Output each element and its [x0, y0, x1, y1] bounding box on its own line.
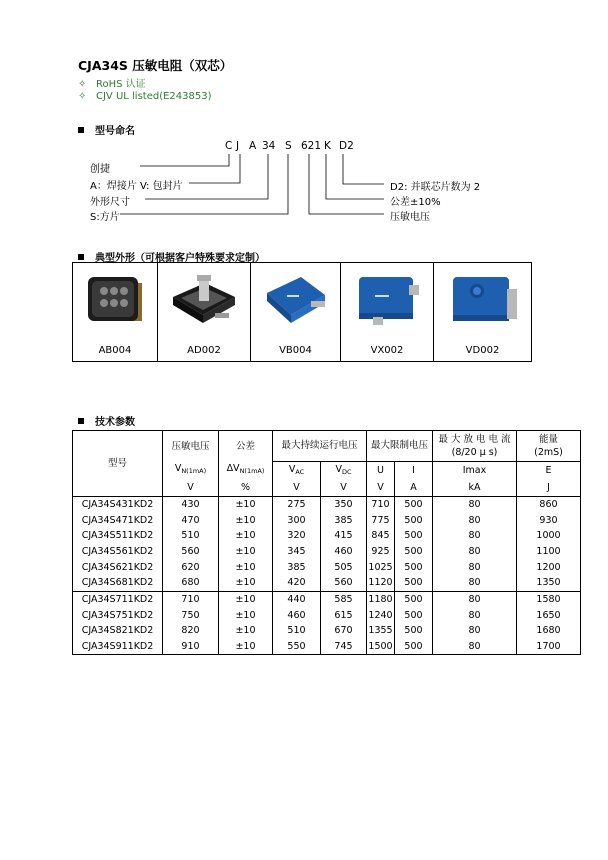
value-cell: 775	[367, 512, 395, 528]
value-cell: ±10	[219, 623, 273, 639]
symbol-u: U	[367, 461, 395, 480]
value-cell: ±10	[219, 544, 273, 560]
unit-cell: J	[517, 480, 581, 497]
value-cell: 420	[273, 575, 321, 591]
value-cell: 80	[433, 528, 517, 544]
model-cell: CJA34S821KD2	[73, 623, 163, 639]
value-cell: 80	[433, 559, 517, 575]
shape-gallery	[72, 262, 532, 362]
model-cell: CJA34S711KD2	[73, 591, 163, 607]
value-cell: ±10	[219, 607, 273, 623]
value-cell: ±10	[219, 639, 273, 655]
header-energy-label: 能量	[538, 433, 558, 445]
square-bullet-icon	[78, 254, 84, 260]
label-parallel-chips: D2: 并联芯片数为 2	[390, 182, 481, 193]
symbol-vac-main: V	[288, 463, 296, 475]
value-cell: 1200	[517, 559, 581, 575]
black-square-varistor-with-terminal-icon	[169, 271, 239, 329]
model-cell: CJA34S621KD2	[73, 559, 163, 575]
header-energy-condition: (2mS)	[534, 446, 563, 458]
value-cell: 460	[273, 607, 321, 623]
label-brand: 创捷	[90, 164, 110, 175]
unit-cell: kA	[433, 480, 517, 497]
model-cell: CJA34S681KD2	[73, 575, 163, 591]
symbol-vdc-main: V	[335, 463, 342, 475]
value-cell: ±10	[219, 591, 273, 607]
header-max-surge	[433, 431, 517, 462]
diamond-bullet-icon: ✧	[78, 79, 87, 90]
value-cell: 925	[367, 544, 395, 560]
value-cell: 500	[395, 496, 433, 512]
value-cell: 80	[433, 639, 517, 655]
shape-item-ad002	[158, 263, 251, 361]
unit-cell: V	[367, 480, 395, 497]
value-cell: ±10	[219, 528, 273, 544]
shape-label: VD002	[465, 345, 500, 356]
table-row	[73, 607, 581, 623]
value-cell: ±10	[219, 575, 273, 591]
value-cell: 505	[321, 559, 367, 575]
value-cell: 560	[163, 544, 219, 560]
value-cell: 1025	[367, 559, 395, 575]
value-cell: 1500	[367, 639, 395, 655]
value-cell: 1355	[367, 623, 395, 639]
value-cell: 500	[395, 591, 433, 607]
black-square-varistor-icon	[84, 271, 146, 327]
unit-cell: V	[321, 480, 367, 497]
value-cell: 385	[321, 512, 367, 528]
value-cell: 710	[163, 591, 219, 607]
value-cell: 860	[517, 496, 581, 512]
shapes-heading-text: 典型外形（可根据客户特殊要求定制）	[95, 253, 265, 264]
value-cell: 440	[273, 591, 321, 607]
table-row	[73, 639, 581, 655]
label-varistor-voltage: 压敏电压	[390, 212, 430, 223]
value-cell: ±10	[219, 559, 273, 575]
value-cell: 320	[273, 528, 321, 544]
value-cell: 345	[273, 544, 321, 560]
shape-item-vx002	[341, 263, 434, 361]
naming-heading-text: 型号命名	[95, 126, 135, 137]
symbol-vac-sub: AC	[295, 467, 305, 476]
header-energy	[517, 431, 581, 462]
code-part-k: K	[324, 140, 331, 152]
spec-header-row-1	[73, 431, 581, 462]
value-cell: 80	[433, 544, 517, 560]
header-voltage: 压敏电压	[163, 431, 219, 462]
value-cell: 615	[321, 607, 367, 623]
symbol-vn-main: V	[174, 463, 182, 475]
model-cell: CJA34S511KD2	[73, 528, 163, 544]
header-max-clamp: 最大限制电压	[367, 431, 433, 462]
spec-table-body	[73, 496, 581, 655]
value-cell: 350	[321, 496, 367, 512]
header-max-surge-label: 最 大 放 电 电 流	[438, 433, 511, 445]
symbol-vn-sub: N(1mA)	[181, 467, 207, 476]
diamond-bullet-icon: ✧	[78, 91, 87, 102]
header-tolerance: 公差	[219, 431, 273, 462]
label-terminal-type: A：焊接片 V: 包封片	[90, 181, 183, 192]
symbol-dvn-sub: N(1mA)	[239, 467, 265, 476]
value-cell: 745	[321, 639, 367, 655]
value-cell: 470	[163, 512, 219, 528]
value-cell: 300	[273, 512, 321, 528]
value-cell: ±10	[219, 496, 273, 512]
value-cell: 1000	[517, 528, 581, 544]
value-cell: 500	[395, 512, 433, 528]
shape-label: AD002	[187, 345, 221, 356]
table-row	[73, 512, 581, 528]
code-part-34: 34	[262, 140, 276, 152]
value-cell: 500	[395, 575, 433, 591]
model-cell: CJA34S431KD2	[73, 496, 163, 512]
value-cell: 510	[163, 528, 219, 544]
code-part-d2: D2	[339, 140, 354, 152]
value-cell: 620	[163, 559, 219, 575]
value-cell: 845	[367, 528, 395, 544]
label-tolerance: 公差±10%	[390, 197, 441, 208]
unit-cell: %	[219, 480, 273, 497]
spec-heading	[78, 413, 135, 428]
symbol-vdc-sub: DC	[341, 467, 352, 476]
unit-cell: V	[273, 480, 321, 497]
spec-table	[72, 430, 581, 655]
table-row	[73, 591, 581, 607]
value-cell: 1580	[517, 591, 581, 607]
value-cell: 1350	[517, 575, 581, 591]
value-cell: 930	[517, 512, 581, 528]
model-cell: CJA34S471KD2	[73, 512, 163, 528]
cert-ul-text: CJV UL listed(E243853)	[96, 91, 212, 102]
value-cell: 1100	[517, 544, 581, 560]
cert-rohs-text: RoHS 认证	[96, 79, 146, 90]
table-row	[73, 575, 581, 591]
value-cell: 1240	[367, 607, 395, 623]
symbol-dvn	[219, 461, 273, 480]
symbol-dvn-main: ΔV	[226, 463, 240, 475]
value-cell: 500	[395, 559, 433, 575]
value-cell: 585	[321, 591, 367, 607]
value-cell: 500	[395, 623, 433, 639]
value-cell: 500	[395, 528, 433, 544]
symbol-i: I	[395, 461, 433, 480]
symbol-imax: Imax	[433, 461, 517, 480]
code-part-a: A	[249, 140, 257, 152]
value-cell: 430	[163, 496, 219, 512]
spec-heading-text: 技术参数	[95, 417, 135, 428]
shape-item-vd002	[434, 263, 531, 361]
value-cell: 80	[433, 496, 517, 512]
code-part-j: J	[236, 140, 240, 152]
value-cell: 460	[321, 544, 367, 560]
value-cell: 510	[273, 623, 321, 639]
value-cell: 550	[273, 639, 321, 655]
model-cell: CJA34S911KD2	[73, 639, 163, 655]
value-cell: 415	[321, 528, 367, 544]
value-cell: 80	[433, 607, 517, 623]
table-row	[73, 528, 581, 544]
value-cell: 1180	[367, 591, 395, 607]
table-row	[73, 496, 581, 512]
symbol-e: E	[517, 461, 581, 480]
symbol-vdc	[321, 461, 367, 480]
shape-label: VB004	[279, 345, 312, 356]
square-bullet-icon	[78, 418, 84, 424]
value-cell: 80	[433, 591, 517, 607]
value-cell: 385	[273, 559, 321, 575]
value-cell: 1680	[517, 623, 581, 639]
table-row	[73, 623, 581, 639]
value-cell: 560	[321, 575, 367, 591]
value-cell: 80	[433, 623, 517, 639]
value-cell: 1650	[517, 607, 581, 623]
label-dimension: 外形尺寸	[90, 197, 130, 208]
shape-label: VX002	[370, 345, 404, 356]
code-part-621: 621	[301, 140, 322, 152]
header-model: 型号	[73, 431, 163, 497]
symbol-vac	[273, 461, 321, 480]
value-cell: 670	[321, 623, 367, 639]
blue-encapsulated-varistor-icon	[445, 271, 521, 329]
value-cell: 500	[395, 607, 433, 623]
value-cell: 80	[433, 512, 517, 528]
blue-encapsulated-varistor-icon	[261, 271, 331, 329]
value-cell: 710	[367, 496, 395, 512]
table-row	[73, 559, 581, 575]
value-cell: 500	[395, 639, 433, 655]
symbol-vn	[163, 461, 219, 480]
value-cell: 910	[163, 639, 219, 655]
value-cell: 680	[163, 575, 219, 591]
blue-encapsulated-varistor-icon	[351, 271, 423, 329]
value-cell: 500	[395, 544, 433, 560]
value-cell: 80	[433, 575, 517, 591]
model-cell: CJA34S561KD2	[73, 544, 163, 560]
code-part-c: C	[225, 140, 233, 152]
table-row	[73, 544, 581, 560]
label-square-chip: S:方片	[90, 212, 120, 223]
page-title: CJA34S 压敏电阻（双芯）	[78, 58, 233, 73]
unit-cell: A	[395, 480, 433, 497]
shape-item-vb004	[251, 263, 341, 361]
shape-label: AB004	[98, 345, 132, 356]
value-cell: 1700	[517, 639, 581, 655]
shape-item-ab004	[73, 263, 158, 361]
value-cell: ±10	[219, 512, 273, 528]
value-cell: 820	[163, 623, 219, 639]
value-cell: 1120	[367, 575, 395, 591]
value-cell: 275	[273, 496, 321, 512]
header-surge-condition: (8/20 μ s)	[451, 446, 498, 458]
code-part-s: S	[285, 140, 292, 152]
value-cell: 750	[163, 607, 219, 623]
model-cell: CJA34S751KD2	[73, 607, 163, 623]
unit-cell: V	[163, 480, 219, 497]
header-max-continuous: 最大持续运行电压	[273, 431, 367, 462]
